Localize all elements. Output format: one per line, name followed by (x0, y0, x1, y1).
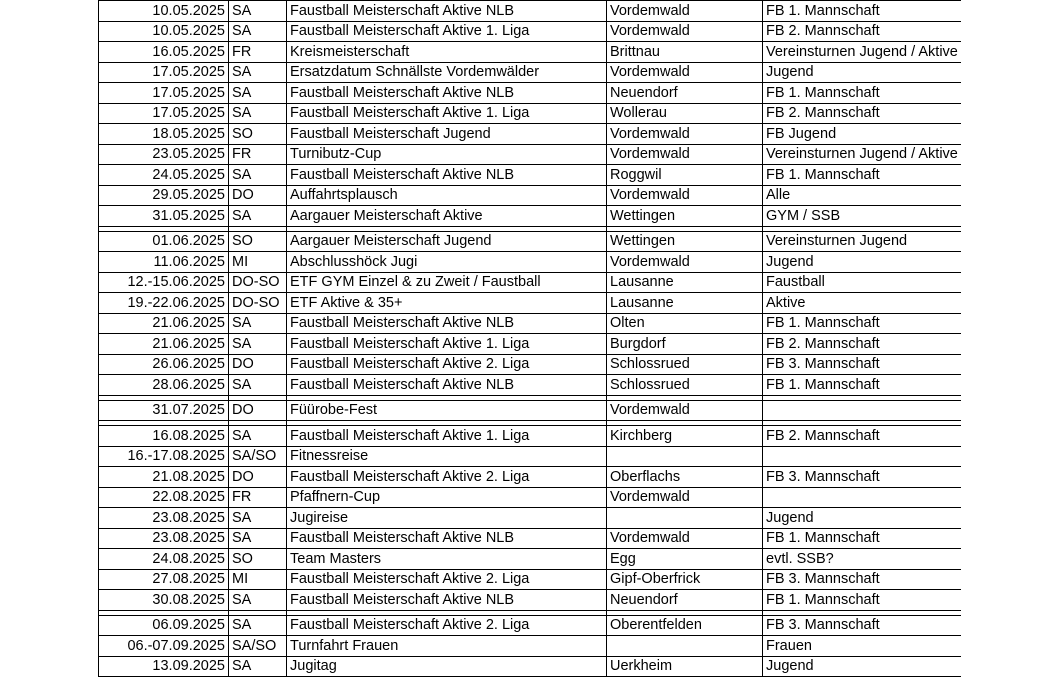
event-date-cell: 17.05.2025 (99, 62, 229, 83)
location-cell: Wollerau (607, 103, 763, 124)
group-cell: Jugend (763, 62, 961, 83)
weekday-cell: SA (229, 508, 287, 529)
event-name-cell: ETF Aktive & 35+ (287, 293, 607, 314)
group-cell: FB 2. Mannschaft (763, 334, 961, 355)
location-cell (607, 446, 763, 467)
group-cell: FB 1. Mannschaft (763, 375, 961, 396)
event-name-cell: Kreismeisterschaft (287, 42, 607, 63)
table-row (99, 21, 961, 42)
event-name-cell: Faustball Meisterschaft Aktive 1. Liga (287, 334, 607, 355)
group-cell: Aktive (763, 293, 961, 314)
table-row (99, 124, 961, 145)
table-row (99, 569, 961, 590)
schedule-body (99, 1, 961, 677)
event-date-cell: 16.08.2025 (99, 426, 229, 447)
event-date-cell: 29.05.2025 (99, 185, 229, 206)
weekday-cell: FR (229, 42, 287, 63)
group-cell (763, 446, 961, 467)
weekday-cell: SA (229, 528, 287, 549)
location-cell: Oberflachs (607, 467, 763, 488)
table-row (99, 83, 961, 104)
event-name-cell: Faustball Meisterschaft Aktive 2. Liga (287, 354, 607, 375)
location-cell: Vordemwald (607, 185, 763, 206)
table-row (99, 528, 961, 549)
weekday-cell: SA (229, 313, 287, 334)
event-date-cell: 31.05.2025 (99, 206, 229, 227)
event-date-cell: 06.09.2025 (99, 615, 229, 636)
weekday-cell: MI (229, 252, 287, 273)
weekday-cell: SA (229, 1, 287, 22)
table-row (99, 636, 961, 657)
weekday-cell: DO (229, 467, 287, 488)
table-row (99, 42, 961, 63)
weekday-cell: SA (229, 334, 287, 355)
event-date-cell: 28.06.2025 (99, 375, 229, 396)
group-cell: FB 1. Mannschaft (763, 528, 961, 549)
weekday-cell: FR (229, 487, 287, 508)
location-cell: Lausanne (607, 272, 763, 293)
event-date-cell: 31.07.2025 (99, 400, 229, 421)
event-date-cell: 21.06.2025 (99, 334, 229, 355)
group-cell: FB 2. Mannschaft (763, 103, 961, 124)
weekday-cell: SA (229, 590, 287, 611)
table-row (99, 103, 961, 124)
group-cell: FB 1. Mannschaft (763, 1, 961, 22)
event-name-cell: Aargauer Meisterschaft Jugend (287, 231, 607, 252)
location-cell: Oberentfelden (607, 615, 763, 636)
event-name-cell: Abschlusshöck Jugi (287, 252, 607, 273)
event-schedule-table (98, 0, 961, 677)
event-name-cell: Turnibutz-Cup (287, 144, 607, 165)
event-name-cell: Faustball Meisterschaft Jugend (287, 124, 607, 145)
event-name-cell: Faustball Meisterschaft Aktive NLB (287, 83, 607, 104)
weekday-cell: SA (229, 206, 287, 227)
location-cell: Olten (607, 313, 763, 334)
event-name-cell: Faustball Meisterschaft Aktive 1. Liga (287, 103, 607, 124)
event-name-cell: Faustball Meisterschaft Aktive NLB (287, 1, 607, 22)
table-row (99, 165, 961, 186)
weekday-cell: SA (229, 21, 287, 42)
location-cell: Vordemwald (607, 252, 763, 273)
event-date-cell: 23.08.2025 (99, 528, 229, 549)
weekday-cell: SA (229, 62, 287, 83)
weekday-cell: DO-SO (229, 272, 287, 293)
weekday-cell: SA (229, 426, 287, 447)
group-cell: FB 3. Mannschaft (763, 354, 961, 375)
table-row (99, 144, 961, 165)
group-cell: FB 1. Mannschaft (763, 165, 961, 186)
event-name-cell: Faustball Meisterschaft Aktive 2. Liga (287, 615, 607, 636)
weekday-cell: SA/SO (229, 636, 287, 657)
event-date-cell: 10.05.2025 (99, 21, 229, 42)
weekday-cell: DO (229, 185, 287, 206)
event-date-cell: 16.05.2025 (99, 42, 229, 63)
event-name-cell: Auffahrtsplausch (287, 185, 607, 206)
group-cell: FB Jugend (763, 124, 961, 145)
group-cell: Jugend (763, 656, 961, 677)
table-row (99, 426, 961, 447)
event-date-cell: 10.05.2025 (99, 1, 229, 22)
event-name-cell: Faustball Meisterschaft Aktive 2. Liga (287, 569, 607, 590)
table-row (99, 487, 961, 508)
event-date-cell: 13.09.2025 (99, 656, 229, 677)
location-cell (607, 508, 763, 529)
location-cell: Vordemwald (607, 124, 763, 145)
location-cell: Lausanne (607, 293, 763, 314)
table-row (99, 400, 961, 421)
weekday-cell: SA (229, 83, 287, 104)
event-name-cell: Faustball Meisterschaft Aktive NLB (287, 165, 607, 186)
table-row (99, 272, 961, 293)
location-cell: Schlossrued (607, 375, 763, 396)
event-name-cell: Faustball Meisterschaft Aktive NLB (287, 375, 607, 396)
event-date-cell: 24.05.2025 (99, 165, 229, 186)
location-cell: Brittnau (607, 42, 763, 63)
weekday-cell: SA (229, 165, 287, 186)
group-cell: Jugend (763, 508, 961, 529)
group-cell: FB 2. Mannschaft (763, 426, 961, 447)
table-row (99, 508, 961, 529)
group-cell: FB 3. Mannschaft (763, 569, 961, 590)
group-cell: FB 1. Mannschaft (763, 83, 961, 104)
event-name-cell: ETF GYM Einzel & zu Zweit / Faustball (287, 272, 607, 293)
group-cell (763, 487, 961, 508)
group-cell: Frauen (763, 636, 961, 657)
event-date-cell: 17.05.2025 (99, 103, 229, 124)
group-cell: FB 2. Mannschaft (763, 21, 961, 42)
group-cell (763, 400, 961, 421)
table-row (99, 590, 961, 611)
event-name-cell: Faustball Meisterschaft Aktive NLB (287, 313, 607, 334)
weekday-cell: DO-SO (229, 293, 287, 314)
location-cell: Vordemwald (607, 21, 763, 42)
event-name-cell: Füürobe-Fest (287, 400, 607, 421)
weekday-cell: SA (229, 656, 287, 677)
weekday-cell: SO (229, 124, 287, 145)
location-cell: Wettingen (607, 206, 763, 227)
location-cell: Burgdorf (607, 334, 763, 355)
event-date-cell: 21.06.2025 (99, 313, 229, 334)
event-date-cell: 11.06.2025 (99, 252, 229, 273)
event-date-cell: 30.08.2025 (99, 590, 229, 611)
location-cell: Vordemwald (607, 1, 763, 22)
location-cell: Neuendorf (607, 83, 763, 104)
location-cell: Vordemwald (607, 144, 763, 165)
group-cell: Alle (763, 185, 961, 206)
table-row (99, 656, 961, 677)
table-row (99, 313, 961, 334)
table-row (99, 334, 961, 355)
weekday-cell: SA (229, 615, 287, 636)
event-date-cell: 21.08.2025 (99, 467, 229, 488)
weekday-cell: DO (229, 354, 287, 375)
group-cell: Vereinsturnen Jugend / Aktive (763, 144, 961, 165)
weekday-cell: FR (229, 144, 287, 165)
group-cell: FB 3. Mannschaft (763, 467, 961, 488)
location-cell: Neuendorf (607, 590, 763, 611)
table-row (99, 549, 961, 570)
event-name-cell: Aargauer Meisterschaft Aktive (287, 206, 607, 227)
table-row (99, 252, 961, 273)
group-cell: Jugend (763, 252, 961, 273)
table-row (99, 354, 961, 375)
event-name-cell: Faustball Meisterschaft Aktive 2. Liga (287, 467, 607, 488)
table-row (99, 62, 961, 83)
event-date-cell: 19.-22.06.2025 (99, 293, 229, 314)
location-cell: Uerkheim (607, 656, 763, 677)
event-date-cell: 16.-17.08.2025 (99, 446, 229, 467)
group-cell: evtl. SSB? (763, 549, 961, 570)
group-cell: GYM / SSB (763, 206, 961, 227)
event-date-cell: 24.08.2025 (99, 549, 229, 570)
table-row (99, 375, 961, 396)
table-row (99, 467, 961, 488)
group-cell: FB 3. Mannschaft (763, 615, 961, 636)
weekday-cell: SA/SO (229, 446, 287, 467)
event-name-cell: Pfaffnern-Cup (287, 487, 607, 508)
event-name-cell: Faustball Meisterschaft Aktive 1. Liga (287, 426, 607, 447)
event-date-cell: 06.-07.09.2025 (99, 636, 229, 657)
event-name-cell: Jugireise (287, 508, 607, 529)
group-cell: Vereinsturnen Jugend / Aktive (763, 42, 961, 63)
location-cell: Vordemwald (607, 62, 763, 83)
group-cell: FB 1. Mannschaft (763, 590, 961, 611)
event-name-cell: Jugitag (287, 656, 607, 677)
table-row (99, 446, 961, 467)
event-date-cell: 23.08.2025 (99, 508, 229, 529)
location-cell: Vordemwald (607, 487, 763, 508)
table-row (99, 185, 961, 206)
event-name-cell: Faustball Meisterschaft Aktive 1. Liga (287, 21, 607, 42)
location-cell: Wettingen (607, 231, 763, 252)
event-date-cell: 17.05.2025 (99, 83, 229, 104)
weekday-cell: SA (229, 103, 287, 124)
event-name-cell: Turnfahrt Frauen (287, 636, 607, 657)
event-date-cell: 22.08.2025 (99, 487, 229, 508)
group-cell: FB 1. Mannschaft (763, 313, 961, 334)
table-row (99, 1, 961, 22)
location-cell: Schlossrued (607, 354, 763, 375)
group-cell: Faustball (763, 272, 961, 293)
event-name-cell: Faustball Meisterschaft Aktive NLB (287, 528, 607, 549)
event-date-cell: 18.05.2025 (99, 124, 229, 145)
weekday-cell: MI (229, 569, 287, 590)
table-row (99, 231, 961, 252)
table-row (99, 293, 961, 314)
group-cell: Vereinsturnen Jugend (763, 231, 961, 252)
table-row (99, 206, 961, 227)
event-date-cell: 26.06.2025 (99, 354, 229, 375)
location-cell: Kirchberg (607, 426, 763, 447)
location-cell (607, 636, 763, 657)
table-row (99, 615, 961, 636)
event-name-cell: Team Masters (287, 549, 607, 570)
weekday-cell: DO (229, 400, 287, 421)
event-date-cell: 12.-15.06.2025 (99, 272, 229, 293)
weekday-cell: SA (229, 375, 287, 396)
event-date-cell: 27.08.2025 (99, 569, 229, 590)
weekday-cell: SO (229, 231, 287, 252)
location-cell: Vordemwald (607, 528, 763, 549)
location-cell: Roggwil (607, 165, 763, 186)
event-name-cell: Fitnessreise (287, 446, 607, 467)
event-name-cell: Ersatzdatum Schnällste Vordemwälder (287, 62, 607, 83)
location-cell: Vordemwald (607, 400, 763, 421)
event-date-cell: 01.06.2025 (99, 231, 229, 252)
event-date-cell: 23.05.2025 (99, 144, 229, 165)
weekday-cell: SO (229, 549, 287, 570)
location-cell: Egg (607, 549, 763, 570)
location-cell: Gipf-Oberfrick (607, 569, 763, 590)
event-name-cell: Faustball Meisterschaft Aktive NLB (287, 590, 607, 611)
